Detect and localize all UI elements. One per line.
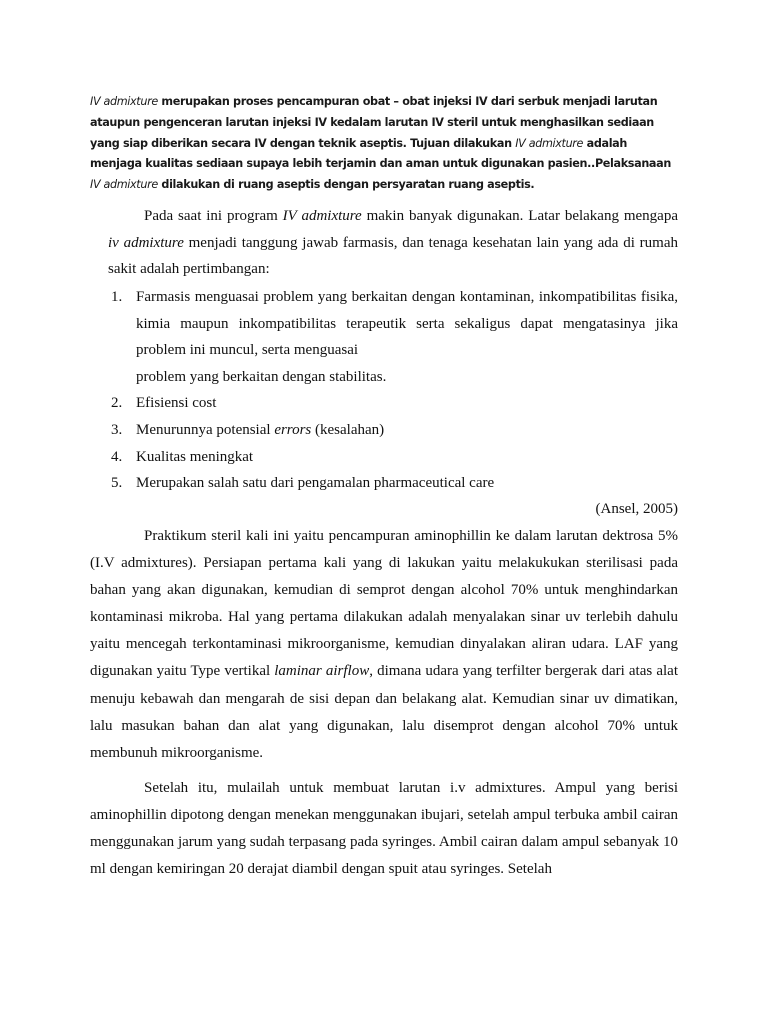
paragraph-background-term-2: iv admixture: [108, 234, 184, 251]
paragraph-procedure: [90, 775, 678, 883]
list-number: 3.: [111, 421, 123, 438]
list-item-text: Kualitas meningkat: [136, 448, 254, 465]
paragraph-background-text-c: makin banyak digunakan. Latar belakang mengapa: [361, 208, 678, 224]
list-number: 4.: [111, 448, 123, 465]
paragraph-procedure-text: Setelah itu, mulailah untuk membuat larutan i.v admixtures. Ampul yang berisi aminophillin dipotong dengan menekan menggunakan ibujari, setelah ampul terbuka ambil cairan menggunakan jarum yang sudah terpasang pada syringes. Ambil cairan dalam ampul sebanyak 10 ml dengan kemiringan 20 derajat diambil dengan spuit atau syringes. Setelah: [90, 780, 678, 878]
paragraph-practicum-text-a: Praktikum steril kali ini yaitu pencampuran aminophillin ke dalam larutan dektrosa 5% (I.V admixtures). Persiapan pertama kali yang di lakukan yaitu melakukukan sterilisasi pada bahan yang akan digunakan, kemudian di semprot dengan alcohol 70% untuk menghindarkan kontaminasi mikroba. Hal yang pertama dilakukan adalah menyalakan sinar uv terlebih dahulu yaitu mencegah terkontaminasi mikroorganisme, kemudian dinyalakan aliran udara. LAF yang digunakan yaitu Type vertikal: [90, 528, 678, 680]
intro-text-1: merupakan proses pencampuran obat – obat injeksi IV dari serbuk menjadi larutan ataupun pengenceran larutan injeksi IV kedalam larutan IV steril untuk menghasilkan sediaan yang siap diberikan secara IV dengan teknik aseptis. Tujuan dilakukan: [90, 95, 658, 150]
list-number: 5.: [111, 475, 123, 492]
list-item: [108, 284, 678, 390]
intro-text-2: adalah menjaga kualitas sediaan supaya lebih terjamin dan aman untuk digunakan pasien..Pelaksanaan: [90, 136, 671, 171]
citation: (Ansel, 2005): [595, 501, 678, 517]
list-number: 1.: [111, 289, 123, 305]
list-item-text-tail: (kesalahan): [311, 421, 385, 438]
paragraph-background-term-1: IV admixture: [282, 208, 362, 224]
intro-term-3: IV admixture: [90, 178, 158, 192]
list-number: 2.: [111, 395, 123, 412]
paragraph-background-text-a: Pada saat ini program: [144, 208, 283, 224]
list-item-term: errors: [274, 421, 312, 438]
intro-term-1: IV admixture: [90, 95, 158, 108]
paragraph-background-text-e: menjadi tanggung jawab farmasis, dan tenaga kesehatan lain yang ada di rumah sakit adalah pertimbangan:: [108, 234, 678, 278]
paragraph-background: [108, 203, 678, 283]
paragraph-practicum-term: laminar airflow: [274, 663, 370, 680]
list-item-text: Farmasis menguasai problem yang berkaitan dengan kontaminan, inkompatibilitas fisika, kimia maupun inkompatibilitas terapeutik serta sekaligus dapat mengatasinya jika problem ini muncul, serta menguasai: [136, 289, 678, 359]
intro-term-2: IV admixture: [515, 136, 584, 150]
list-item-continuation: problem yang berkaitan dengan stabilitas.: [136, 368, 387, 385]
list-item: [108, 470, 678, 497]
list-item: [108, 390, 678, 417]
numbered-list: [108, 284, 678, 497]
intro-paragraph: [90, 92, 680, 196]
list-item-text: Efisiensi cost: [136, 395, 217, 412]
paragraph-practicum-text-c: , dimana udara yang terfilter bergerak dari atas alat menuju kebawah dan mengarah de sisi depan dan belakang alat. Kemudian sinar uv dimatikan, lalu masukan bahan dan alat yang digunakan, lalu disemprot dengan alcohol 70% untuk membunuh mikroorganisme.: [90, 663, 678, 761]
list-item: [108, 444, 678, 471]
list-item-text: Merupakan salah satu dari pengamalan pharmaceutical care: [136, 475, 495, 492]
list-item-text: Menurunnya potensial: [136, 421, 275, 438]
list-item: [108, 417, 678, 444]
paragraph-practicum: [90, 523, 678, 767]
intro-text-3: dilakukan di ruang aseptis dengan persyaratan ruang aseptis.: [157, 178, 535, 192]
